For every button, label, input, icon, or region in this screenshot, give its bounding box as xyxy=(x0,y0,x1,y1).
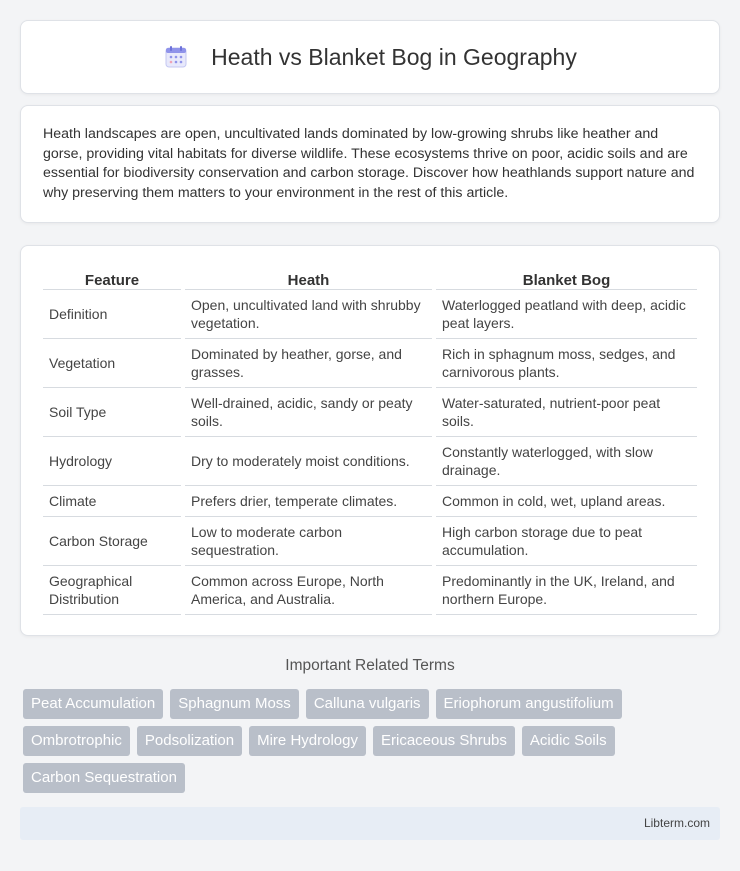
heath-cell: Low to moderate carbon sequestration. xyxy=(185,517,432,566)
blanket-bog-cell: Common in cold, wet, upland areas. xyxy=(436,486,697,517)
feature-cell: Soil Type xyxy=(43,388,181,437)
feature-cell: Carbon Storage xyxy=(43,517,181,566)
intro-card xyxy=(20,105,720,223)
heath-cell: Prefers drier, temperate climates. xyxy=(185,486,432,517)
table-row xyxy=(43,437,697,486)
comparison-table xyxy=(39,266,701,615)
term-tag[interactable]: Carbon Sequestration xyxy=(23,763,185,793)
feature-cell: Vegetation xyxy=(43,339,181,388)
column-header-feature: Feature xyxy=(43,266,181,290)
blanket-bog-cell: Water-saturated, nutrient-poor peat soils. xyxy=(436,388,697,437)
page-title: Heath vs Blanket Bog in Geography xyxy=(211,43,577,70)
table-header-row xyxy=(43,266,697,290)
feature-cell: Climate xyxy=(43,486,181,517)
table-row xyxy=(43,290,697,339)
feature-cell: Geographical Distribution xyxy=(43,566,181,615)
term-tag[interactable]: Calluna vulgaris xyxy=(306,689,429,719)
term-tag[interactable]: Sphagnum Moss xyxy=(170,689,299,719)
column-header-heath: Heath xyxy=(185,266,432,290)
blanket-bog-cell: Constantly waterlogged, with slow drainage. xyxy=(436,437,697,486)
term-tag[interactable]: Acidic Soils xyxy=(522,726,615,756)
blanket-bog-cell: Waterlogged peatland with deep, acidic peat layers. xyxy=(436,290,697,339)
related-terms-list xyxy=(23,689,723,793)
header-card xyxy=(20,20,720,94)
term-tag[interactable]: Ericaceous Shrubs xyxy=(373,726,515,756)
heath-cell: Common across Europe, North America, and Australia. xyxy=(185,566,432,615)
table-row xyxy=(43,517,697,566)
footer xyxy=(20,807,720,840)
term-tag[interactable]: Podsolization xyxy=(137,726,242,756)
heath-cell: Dry to moderately moist conditions. xyxy=(185,437,432,486)
table-row xyxy=(43,339,697,388)
heath-cell: Well-drained, acidic, sandy or peaty soils. xyxy=(185,388,432,437)
table-row xyxy=(43,486,697,517)
heath-cell: Open, uncultivated land with shrubby vegetation. xyxy=(185,290,432,339)
feature-cell: Definition xyxy=(43,290,181,339)
table-row xyxy=(43,566,697,615)
term-tag[interactable]: Peat Accumulation xyxy=(23,689,163,719)
comparison-table-card xyxy=(20,245,720,636)
term-tag[interactable]: Ombrotrophic xyxy=(23,726,130,756)
calendar-icon xyxy=(163,44,189,70)
blanket-bog-cell: Rich in sphagnum moss, sedges, and carnivorous plants. xyxy=(436,339,697,388)
intro-text: Heath landscapes are open, uncultivated lands dominated by low-growing shrubs like heather and gorse, providing vital habitats for diverse wildlife. These ecosystems thrive on poor, acidic soils and are essential for biodiversity conservation and carbon storage. Discover how heathlands support nature and why preserving them matters to your environment in the rest of this article. xyxy=(43,126,695,201)
feature-cell: Hydrology xyxy=(43,437,181,486)
blanket-bog-cell: Predominantly in the UK, Ireland, and northern Europe. xyxy=(436,566,697,615)
heath-cell: Dominated by heather, gorse, and grasses. xyxy=(185,339,432,388)
blanket-bog-cell: High carbon storage due to peat accumulation. xyxy=(436,517,697,566)
term-tag[interactable]: Eriophorum angustifolium xyxy=(436,689,622,719)
term-tag[interactable]: Mire Hydrology xyxy=(249,726,366,756)
column-header-blanket-bog: Blanket Bog xyxy=(436,266,697,290)
footer-brand-link[interactable]: Libterm.com xyxy=(643,816,710,830)
table-row xyxy=(43,388,697,437)
related-terms-title: Important Related Terms xyxy=(285,657,455,674)
